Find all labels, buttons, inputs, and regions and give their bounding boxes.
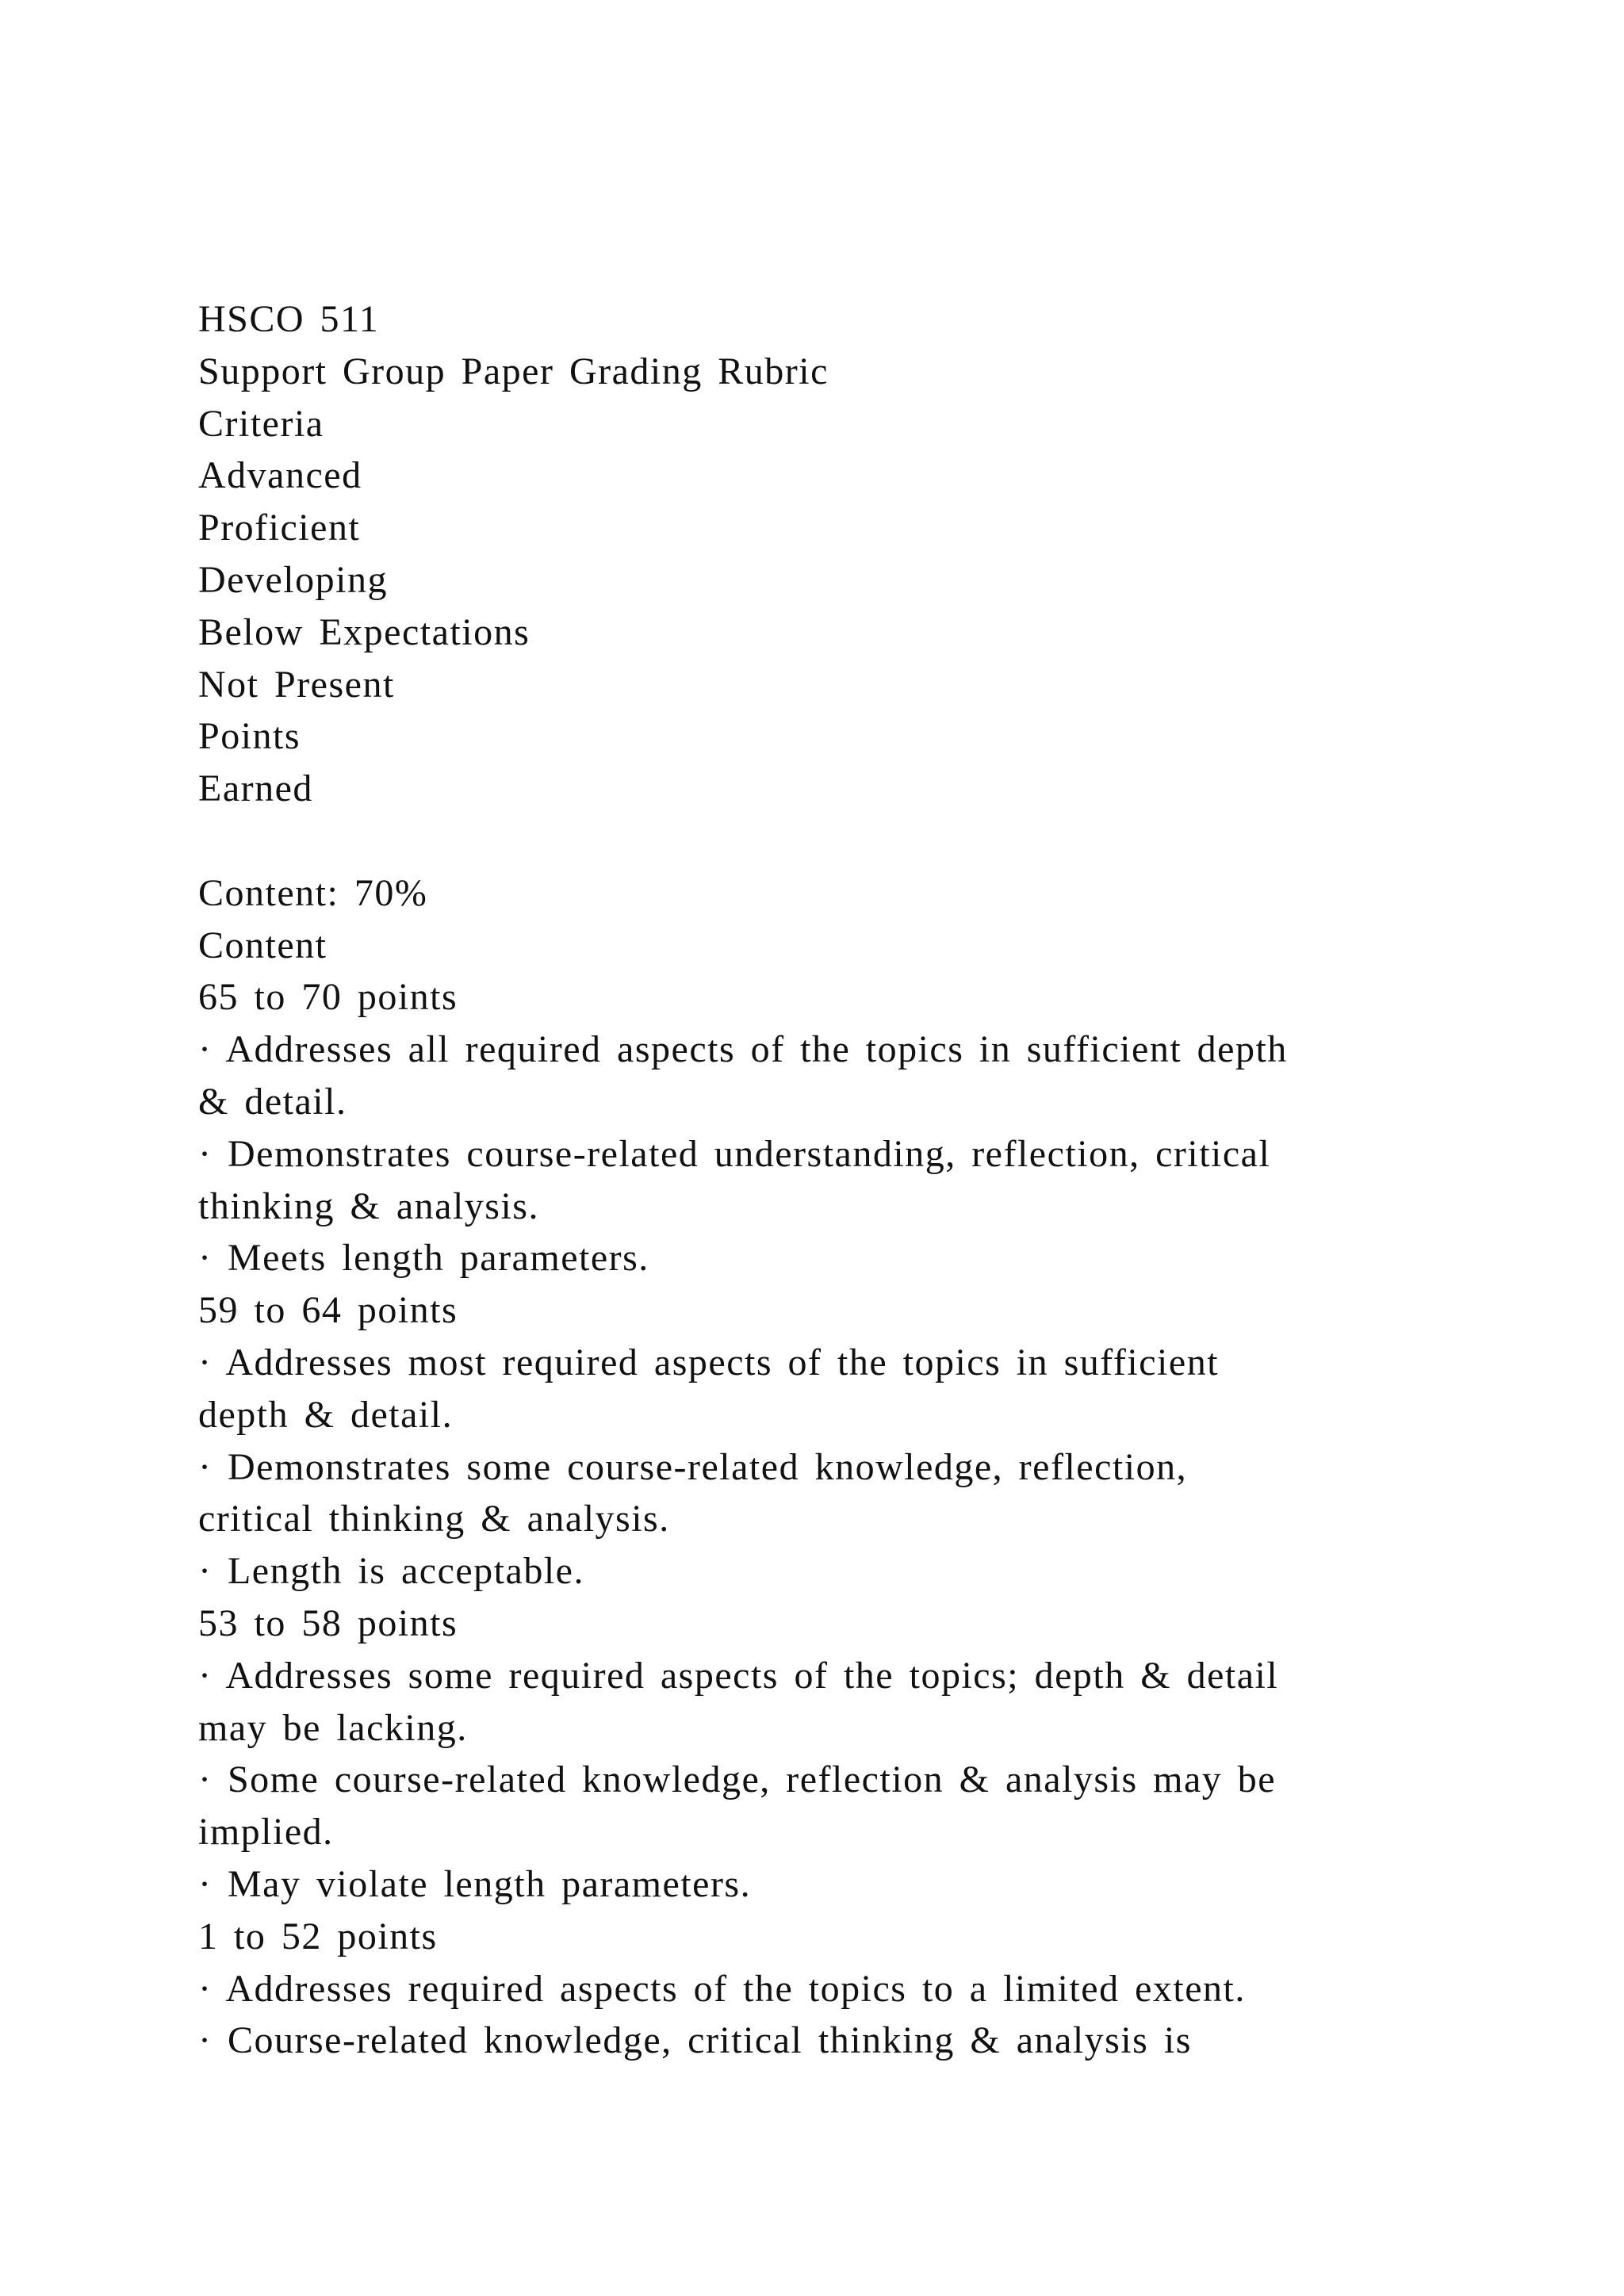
column-header-criteria: Criteria xyxy=(198,402,324,445)
spacer xyxy=(198,815,1451,867)
document-title: Support Group Paper Grading Rubric xyxy=(198,350,829,392)
below-expectations-points-range: 1 to 52 points xyxy=(198,1915,438,1957)
column-header-developing: Developing xyxy=(198,558,388,601)
column-header-not-present: Not Present xyxy=(198,663,395,706)
rubric-text xyxy=(198,293,1451,2067)
column-header-earned: Earned xyxy=(198,767,313,810)
advanced-bullet-line: & detail. xyxy=(198,1080,347,1123)
content-section-heading: Content: 70% xyxy=(198,871,428,914)
course-code: HSCO 511 xyxy=(198,298,380,340)
developing-bullet-line: implied. xyxy=(198,1811,334,1854)
content-criterion-label: Content xyxy=(198,924,327,966)
column-header-advanced: Advanced xyxy=(198,454,362,497)
advanced-bullet-line: thinking & analysis. xyxy=(198,1184,539,1227)
column-header-proficient: Proficient xyxy=(198,507,361,549)
developing-bullet-line: · Some course-related knowledge, reflection & analysis may be xyxy=(198,1758,1277,1801)
developing-bullet-line: · Addresses some required aspects of the topics; depth & detail xyxy=(198,1654,1279,1697)
advanced-points-range: 65 to 70 points xyxy=(198,976,458,1019)
proficient-bullet-line: · Length is acceptable. xyxy=(198,1550,584,1593)
proficient-points-range: 59 to 64 points xyxy=(198,1289,458,1332)
proficient-bullet-line: critical thinking & analysis. xyxy=(198,1498,670,1540)
proficient-bullet-line: · Demonstrates some course-related knowledge, reflection, xyxy=(198,1445,1188,1488)
advanced-bullet-line: · Meets length parameters. xyxy=(198,1237,649,1280)
column-header-points: Points xyxy=(198,715,301,758)
developing-bullet-line: · May violate length parameters. xyxy=(198,1862,752,1905)
advanced-bullet-line: · Addresses all required aspects of the topics in sufficient depth xyxy=(198,1028,1288,1071)
developing-bullet-line: may be lacking. xyxy=(198,1706,468,1749)
below-expectations-bullet-line: · Course-related knowledge, critical thinking & analysis is xyxy=(198,2019,1192,2062)
advanced-bullet-line: · Demonstrates course-related understanding, reflection, critical xyxy=(198,1132,1271,1175)
below-expectations-bullet-line: · Addresses required aspects of the topics to a limited extent. xyxy=(198,1967,1246,2010)
developing-points-range: 53 to 58 points xyxy=(198,1601,458,1644)
column-header-below-expectations: Below Expectations xyxy=(198,610,530,653)
proficient-bullet-line: depth & detail. xyxy=(198,1393,454,1436)
proficient-bullet-line: · Addresses most required aspects of the topics in sufficient xyxy=(198,1341,1220,1383)
